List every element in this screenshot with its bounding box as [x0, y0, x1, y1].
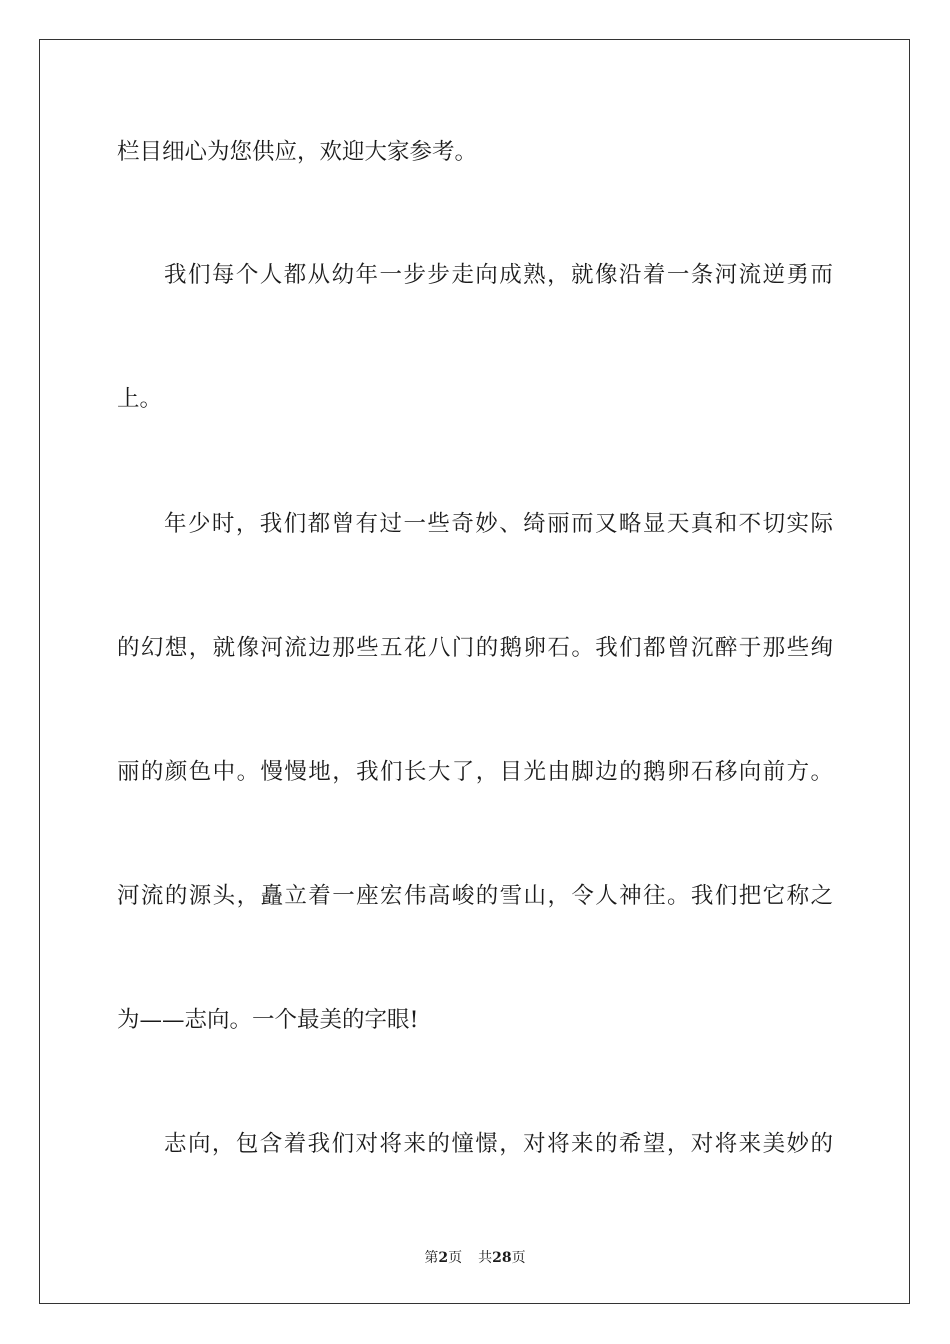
- text-line-6: 丽的颜色中。慢慢地，我们长大了，目光由脚边的鹅卵石移向前方。: [117, 759, 833, 785]
- page-border: [39, 39, 910, 1304]
- text-line-1: 栏目细心为您供应，欢迎大家参考。: [117, 139, 478, 165]
- page-label-prefix: 第: [424, 1250, 439, 1266]
- text-line-9: 志向，包含着我们对将来的憧憬，对将来的希望，对将来美妙的: [164, 1131, 833, 1157]
- total-label-suffix: 页: [511, 1250, 526, 1266]
- text-line-8: 为——志向。一个最美的字眼!: [117, 1007, 419, 1033]
- page-footer: [0, 1247, 950, 1267]
- page-label-suffix: 页: [448, 1250, 463, 1266]
- total-label-prefix: 共: [478, 1250, 493, 1266]
- total-pages: 28: [492, 1250, 512, 1266]
- text-line-5: 的幻想，就像河流边那些五花八门的鹅卵石。我们都曾沉醉于那些绚: [117, 635, 833, 661]
- page-number: 2: [438, 1250, 449, 1266]
- text-line-7: 河流的源头，矗立着一座宏伟高峻的雪山，令人神往。我们把它称之: [117, 883, 833, 909]
- text-line-3: 上。: [117, 386, 163, 412]
- text-line-4: 年少时，我们都曾有过一些奇妙、绮丽而又略显天真和不切实际: [164, 511, 833, 537]
- text-line-2: 我们每个人都从幼年一步步走向成熟，就像沿着一条河流逆勇而: [164, 262, 833, 288]
